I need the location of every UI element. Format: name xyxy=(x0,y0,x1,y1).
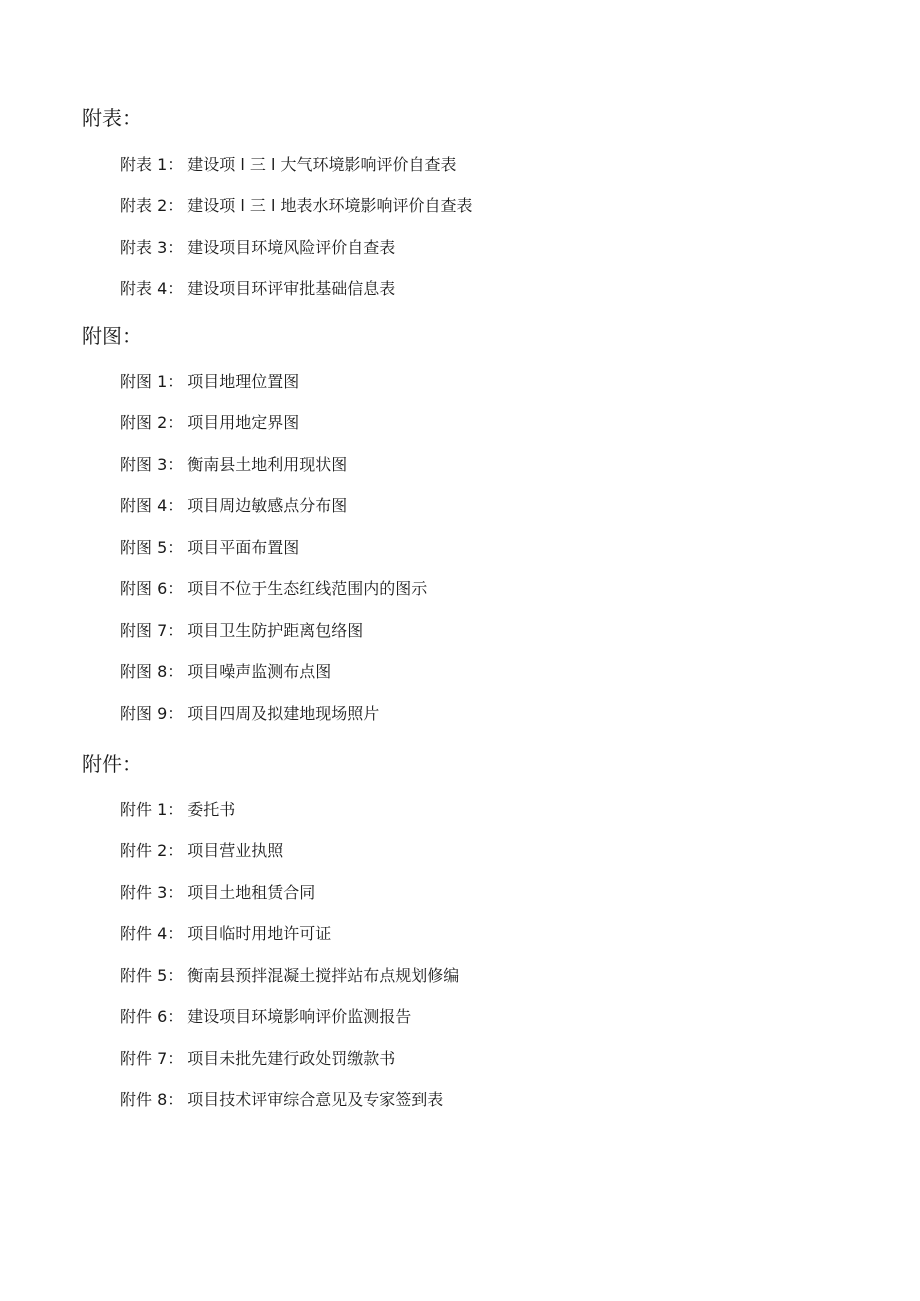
section-heading-tables: 附表： xyxy=(82,106,142,130)
item-title: 项目地理位置图 xyxy=(187,372,300,391)
section-heading-attachments: 附件： xyxy=(82,752,142,776)
item-title: 项目土地租赁合同 xyxy=(187,883,316,902)
item-label: 附件 6： xyxy=(120,1007,184,1026)
appendix-figure-4-link[interactable] xyxy=(120,496,347,516)
item-title: 建设项目环评审批基础信息表 xyxy=(187,279,396,298)
item-title: 委托书 xyxy=(187,800,236,819)
section-heading-figures: 附图： xyxy=(82,324,142,348)
item-title: 项目四周及拟建地现场照片 xyxy=(187,704,380,723)
item-title: 建设项目环境影响评价监测报告 xyxy=(187,1007,412,1026)
attachment-2 xyxy=(120,841,283,861)
item-title: 项目平面布置图 xyxy=(187,538,300,557)
item-title: 项目周边敏感点分布图 xyxy=(187,496,348,515)
appendix-table-3-link[interactable] xyxy=(120,238,395,258)
attachment-5 xyxy=(120,966,459,986)
item-label: 附图 1： xyxy=(120,372,184,391)
item-label: 附图 9： xyxy=(120,704,184,723)
attachment-6 xyxy=(120,1007,411,1027)
item-label: 附件 5： xyxy=(120,966,184,985)
item-title: 项目不位于生态红线范围内的图示 xyxy=(187,579,428,598)
appendix-figure-8 xyxy=(120,662,331,682)
item-label: 附图 4： xyxy=(120,496,184,515)
appendix-table-4-link[interactable] xyxy=(120,279,395,299)
attachment-8-link[interactable] xyxy=(120,1090,443,1110)
item-label: 附图 5： xyxy=(120,538,184,557)
appendix-table-2-link[interactable] xyxy=(120,196,473,216)
item-title: 衡南县土地利用现状图 xyxy=(187,455,348,474)
item-title: 项目技术评审综合意见及专家签到表 xyxy=(187,1090,444,1109)
item-label: 附图 3： xyxy=(120,455,184,474)
item-title: 项目用地定界图 xyxy=(187,413,300,432)
appendix-figure-6-link[interactable] xyxy=(120,579,427,599)
item-label: 附表 3： xyxy=(120,238,184,257)
item-title: 建设项 l 三 l 地表水环境影响评价自查表 xyxy=(187,196,473,215)
item-label: 附图 2： xyxy=(120,413,184,432)
appendix-figure-3 xyxy=(120,455,347,475)
appendix-table-1-link[interactable] xyxy=(120,155,457,175)
item-title: 项目噪声监测布点图 xyxy=(187,662,332,681)
item-label: 附件 8： xyxy=(120,1090,184,1109)
appendix-figure-2 xyxy=(120,413,299,433)
item-label: 附表 4： xyxy=(120,279,184,298)
item-title: 项目营业执照 xyxy=(187,841,284,860)
item-label: 附件 7： xyxy=(120,1049,184,1068)
item-label: 附表 2： xyxy=(120,196,184,215)
item-title: 衡南县预拌混凝土搅拌站布点规划修编 xyxy=(187,966,460,985)
attachment-7-link[interactable] xyxy=(120,1049,395,1069)
item-label: 附件 2： xyxy=(120,841,184,860)
appendix-figure-7 xyxy=(120,621,363,641)
item-label: 附件 3： xyxy=(120,883,184,902)
attachment-1 xyxy=(120,800,235,820)
appendix-figure-1 xyxy=(120,372,299,392)
item-title: 项目未批先建行政处罚缴款书 xyxy=(187,1049,396,1068)
item-label: 附件 4： xyxy=(120,924,184,943)
item-title: 建设项目环境风险评价自查表 xyxy=(187,238,396,257)
item-label: 附图 7： xyxy=(120,621,184,640)
item-label: 附件 1： xyxy=(120,800,184,819)
item-title: 项目临时用地许可证 xyxy=(187,924,332,943)
appendix-figure-5 xyxy=(120,538,299,558)
item-label: 附图 6： xyxy=(120,579,184,598)
attachment-3 xyxy=(120,883,315,903)
item-title: 建设项 l 三 l 大气环境影响评价自查表 xyxy=(187,155,457,174)
attachment-4 xyxy=(120,924,331,944)
appendix-figure-9 xyxy=(120,704,379,724)
item-label: 附表 1： xyxy=(120,155,184,174)
item-title: 项目卫生防护距离包络图 xyxy=(187,621,364,640)
item-label: 附图 8： xyxy=(120,662,184,681)
